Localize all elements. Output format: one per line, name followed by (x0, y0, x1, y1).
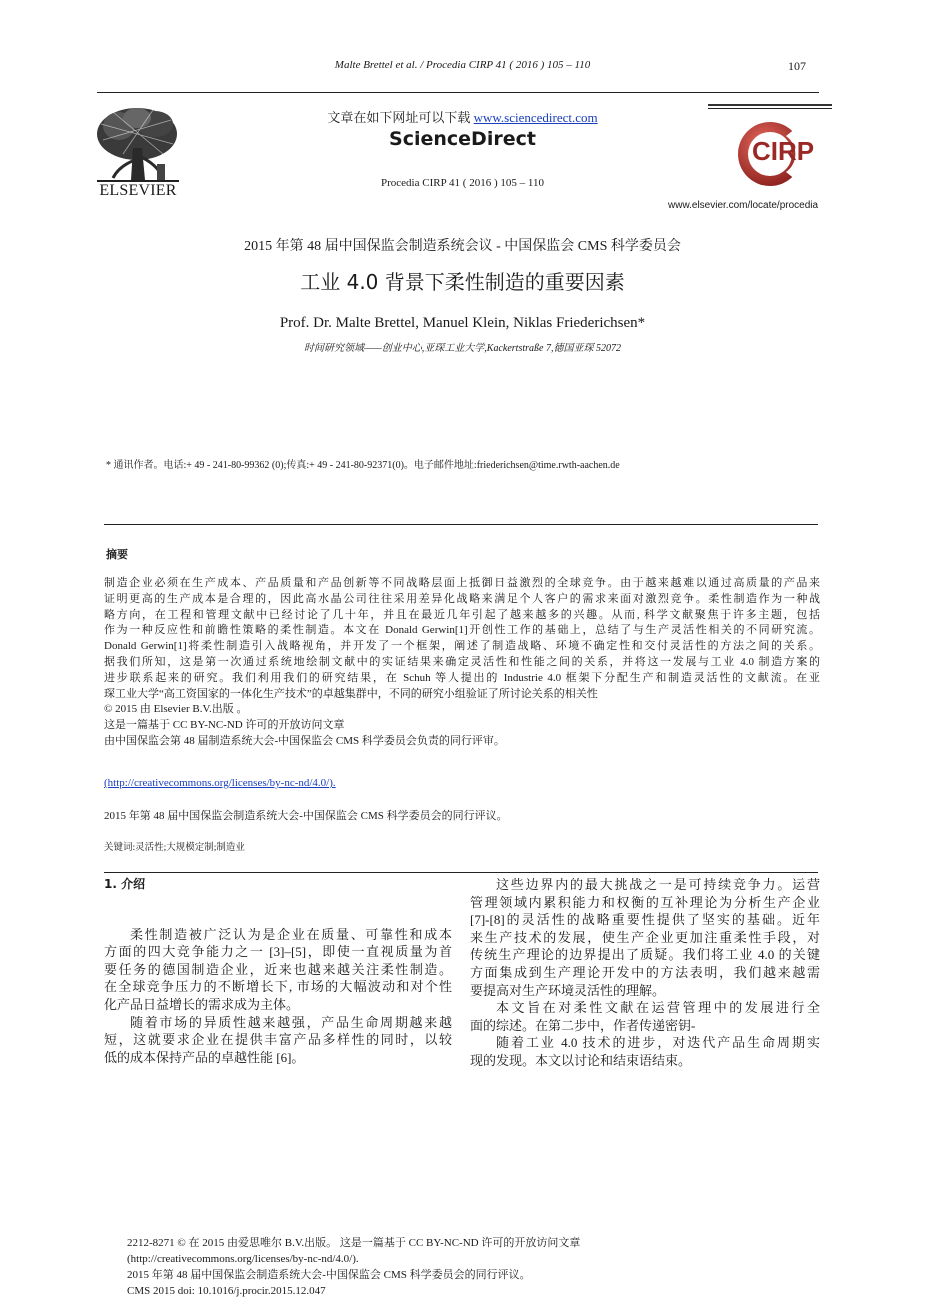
footer-line: 2212-8271 © 在 2015 由爱思唯尔 B.V.出版。 这是一篇基于 CC BY-NC-ND 许可的开放访问文章 (127, 1237, 581, 1249)
abstract-line: 略方向，在工程和管理文献中已经讨论了几十年，并且在最近几年引起了越来越多的兴趣。从而, 科学文献聚焦于许多主题，包括 (104, 608, 820, 621)
paper-title: 工业 4.0 背景下柔性制造的重要因素 (300, 270, 625, 294)
paragraph-line: 现的发现。本文以讨论和结束语结束。 (470, 1052, 692, 1068)
cirp-logo-frame (708, 104, 832, 200)
open-access-line: 这是一篇基于 CC BY-NC-ND 许可的开放访问文章 (104, 719, 345, 732)
paragraph-line: 随着工业 4.0 技术的进步，对迭代产品生命周期实 (496, 1035, 820, 1051)
paragraph-line: 低的成本保持产品的卓越性能 [6]。 (104, 1049, 305, 1065)
paragraph-line: [7]-[8]的灵活性的战略重要性提供了坚实的基础。近年 (470, 912, 820, 928)
abstract-top-rule (104, 524, 818, 525)
paragraph-line: 要任务的德国制造企业，近来也越来越关注柔性制造。 (104, 961, 452, 977)
cirp-top-rule (708, 104, 832, 106)
paragraph-line: 短，这就要求企业在提供丰富产品多样性的同时，以较 (104, 1032, 452, 1048)
footer-line: 2015 年第 48 届中国保监会制造系统大会-中国保监会 CMS 科学委员会的同行评议。 (127, 1269, 531, 1281)
running-head: Malte Brettel et al. / Procedia CIRP 41 ( 2016 ) 105 – 110 (334, 59, 591, 71)
abstract-body (104, 576, 820, 750)
keywords: 关键词:灵活性;大规模定制;制造业 (104, 843, 245, 853)
paragraph-line: 传统生产理论的边界提出了质疑。我们将工业 4.0 的关键 (470, 947, 820, 963)
license-link-line (104, 777, 336, 789)
section-heading: 1. 介绍 (104, 877, 146, 891)
paragraph-line: 管理领域内累积能力和权衡的互补理论为分析生产企业 (470, 894, 820, 910)
page-number: 107 (788, 59, 806, 73)
cirp-top-rule-thin (708, 108, 832, 109)
sciencedirect-brand: ScienceDirect (389, 128, 536, 150)
body-top-rule (104, 872, 818, 873)
paragraph-line: 柔性制造被广泛认为是企业在质量、可靠性和成本 (130, 926, 452, 942)
footer-block (127, 1235, 580, 1299)
paragraph-line: 随着市场的异质性越来越强，产品生命周期越来越 (130, 1014, 452, 1030)
cirp-url: www.elsevier.com/locate/procedia (668, 200, 819, 211)
abstract-line: 作为一种反应性和前瞻性策略的柔性制造。本文在 Donald Gerwin[1]开创性工作的基础上，总结了与生产灵活性相关的不同研究流。 (104, 624, 820, 637)
elsevier-wordmark: ELSEVIER (99, 182, 177, 199)
copyright-line: © 2015 由 Elsevier B.V.出版 。 (104, 703, 248, 716)
paragraph-line: 在全球竞争压力的不断增长下, 市场的大幅波动和对个性 (104, 979, 452, 995)
peer-review-line: 由中国保监会第 48 届制造系统大会-中国保监会 CMS 科学委员会负责的同行评审。 (104, 734, 505, 747)
paragraph-line: 方面集成到生产理论开发中的方法表明，我们越来越需 (470, 964, 820, 980)
abstract-line: 琛工业大学“高工资国家的一体化生产技术”的卓越集群中，不同的研究小组验证了所讨论关系的相关性 (104, 687, 598, 700)
paragraph-line: 化产品日益增长的需求成为主体。 (104, 996, 300, 1012)
author-affiliation: 时间研究领域——创业中心,亚琛工业大学,Kackertstraße 7,德国亚琛 52072 (304, 343, 621, 354)
abstract-line: 制造企业必须在生产成本、产品质量和产品创新等不同战略层面上抵御日益激烈的全球竞争。由于越来越难以通过高质量的产品来 (104, 577, 820, 589)
journal-reference: Procedia CIRP 41 ( 2016 ) 105 – 110 (381, 177, 544, 189)
license-link[interactable]: (http://creativecommons.org/licenses/by-nc-nd/4.0/). (104, 777, 336, 789)
author-list: Prof. Dr. Malte Brettel, Manuel Klein, Niklas Friederichsen* (279, 315, 646, 331)
left-column (104, 876, 452, 1066)
right-column (470, 876, 820, 1070)
footer-line: (http://creativecommons.org/licenses/by-nc-nd/4.0/). (127, 1253, 359, 1265)
conference-title: 2015 年第 48 届中国保监会制造系统会议 - 中国保监会 CMS 科学委员会 (244, 239, 681, 254)
download-prefix: 文章在如下网址可以下载 (327, 110, 474, 125)
abstract-heading: 摘要 (106, 548, 128, 561)
cirp-logo-text: CIRP (752, 136, 815, 166)
paragraph-line: 面的综述。在第二步中，作者传递密钥- (470, 1017, 696, 1033)
abstract-line: 据我们所知，这是第一次通过系统地绘制文献中的实证结果来确定灵活性和性能之间的关系，并将这一发展与工业 4.0 制造方案的 (104, 655, 820, 668)
paragraph-line: 本文旨在对柔性文献在运营管理中的发展进行全 (496, 1000, 820, 1016)
abstract-line: 证明更高的生产成本是合理的，因此高水晶公司往往采用差异化战略来满足个人客户的需求来面对激烈竞争。柔性制造作为一种战 (104, 592, 820, 605)
abstract-line: 进步联系起来的研究。我们利用我们的研究结果，在 Schuh 等人提出的 Industrie 4.0 框架下分配生产和制造灵活性的文献流。在亚 (104, 671, 820, 684)
paragraph-line: 要提高对生产环境灵活性的理解。 (470, 982, 666, 998)
peer-review-line-2: 2015 年第 48 届中国保监会制造系统大会-中国保监会 CMS 科学委员会的同行评议。 (104, 810, 508, 822)
footer-line: CMS 2015 doi: 10.1016/j.procir.2015.12.047 (127, 1285, 326, 1297)
sciencedirect-link[interactable]: www.sciencedirect.com (473, 110, 598, 125)
paragraph-line: 方面的四大竞争能力之一 [3]–[5]，即使一直视质量为首 (104, 944, 452, 960)
paragraph-line: 这些边界内的最大挑战之一是可持续竞争力。运营 (496, 877, 820, 892)
header-rule (97, 92, 819, 93)
corresponding-author-note: * 通讯作者。电话:+ 49 - 241-80-99362 (0);传真:+ 49 - 241-80-92371(0)。电子邮件地址:friederichsen@time.rwth-aachen.de (106, 460, 620, 471)
abstract-line: Donald Gerwin[1]将柔性制造引入战略视角，并开发了一个框架，阐述了制造战略、环境不确定性和交付灵活性的方法之间的关系。 (104, 640, 820, 653)
paragraph-line: 来生产技术的发展，使生产企业更加注重柔性手段，对 (470, 929, 820, 945)
